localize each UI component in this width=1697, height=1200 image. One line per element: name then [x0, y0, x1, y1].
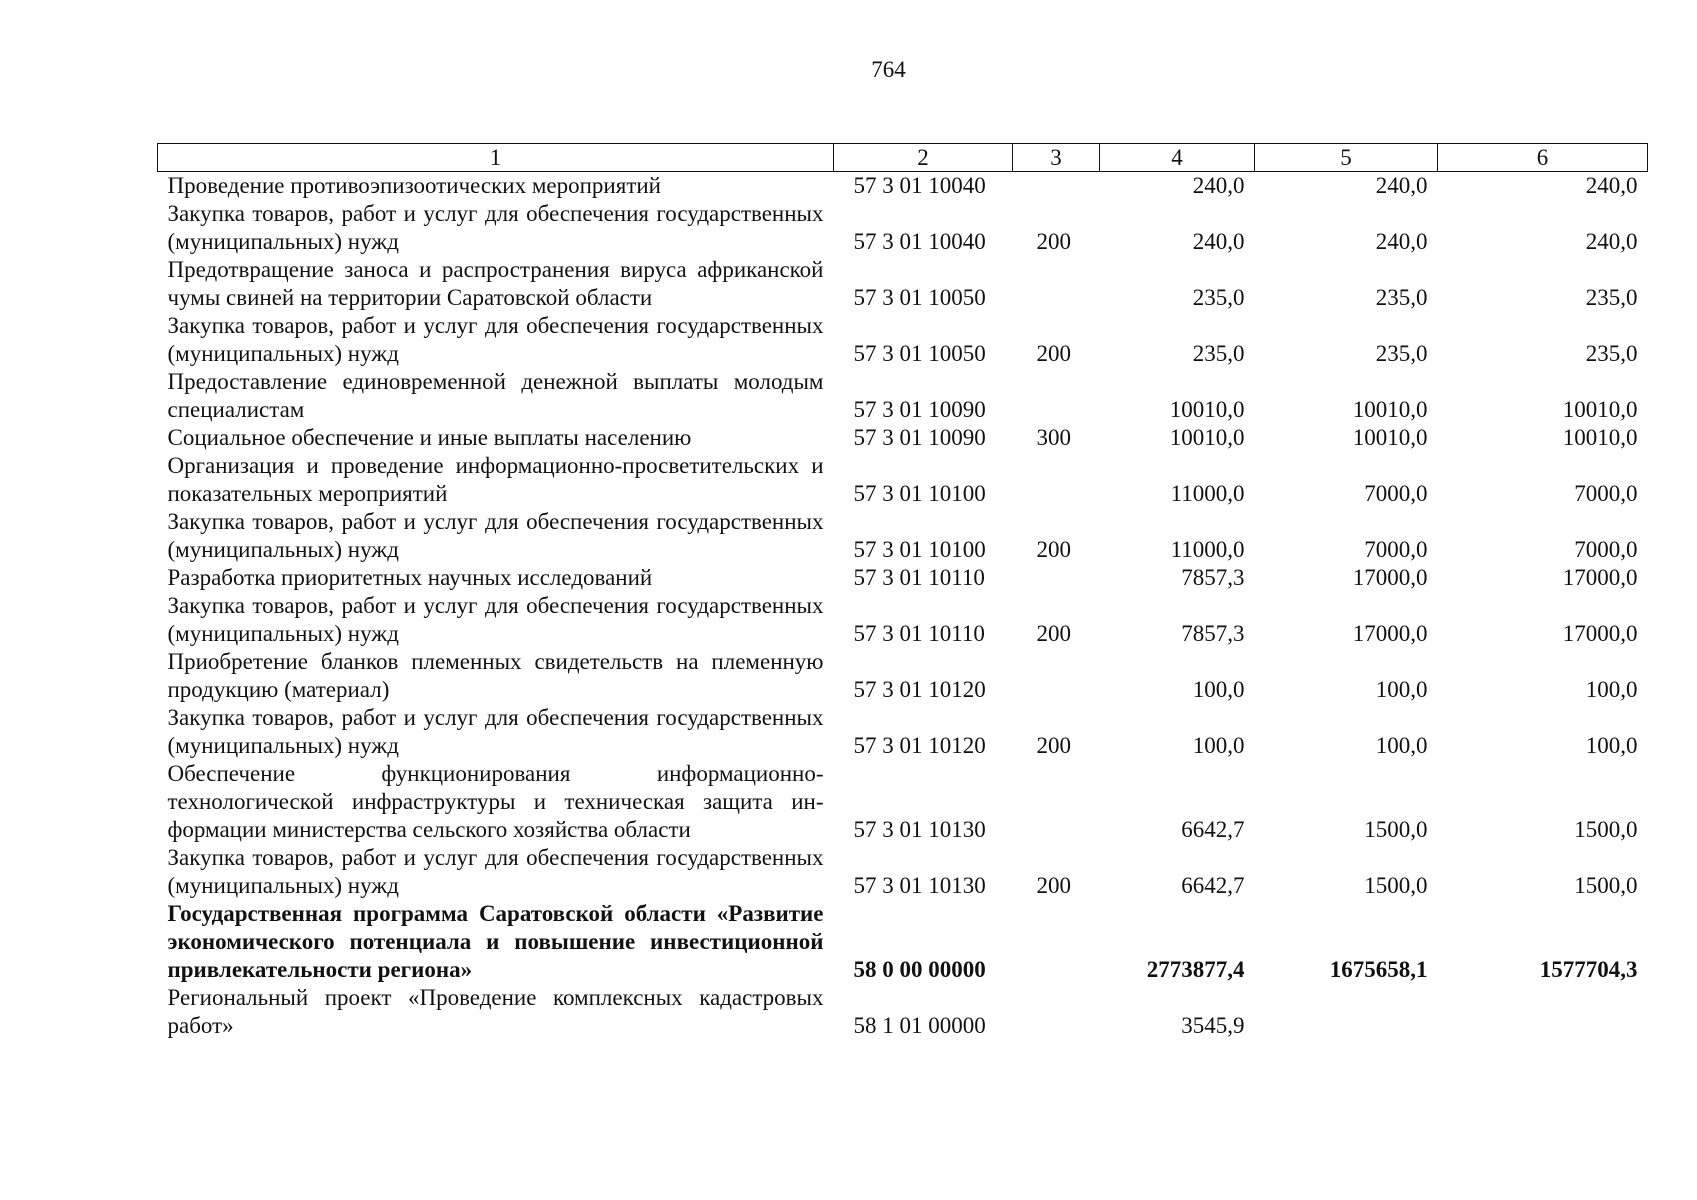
row-value-col5-cell: 240,0: [1375, 173, 1428, 198]
row-expense-type-cell: 200: [1036, 537, 1071, 562]
row-name-cell: Закупка товаров, работ и услуг для обеспечения государственных (муниципальных) нужд: [167, 201, 824, 254]
row-expense-type-cell: [1013, 256, 1100, 312]
row-value-col6-cell: 235,0: [1585, 285, 1638, 310]
row-name-cell: Закупка товаров, работ и услуг для обеспечения государственных (муниципальных) нужд: [167, 845, 824, 898]
row-value-col4-cell: 235,0: [1192, 285, 1245, 310]
row-expense-type-cell: [1013, 900, 1100, 984]
row-value-col6-cell: [1438, 984, 1648, 1040]
table-row: [158, 200, 1648, 256]
row-value-col6-cell: 7000,0: [1574, 481, 1638, 506]
table-body: [158, 172, 1648, 1041]
row-value-col6-cell: 100,0: [1585, 677, 1638, 702]
row-value-col6-cell: 10010,0: [1562, 397, 1638, 422]
row-name-cell: Региональный проект «Проведение комплексных кадастровых работ»: [167, 985, 824, 1038]
row-code-cell: 57 3 01 10040: [853, 229, 986, 254]
row-value-col5-cell: 17000,0: [1352, 621, 1428, 646]
row-code-cell: 57 3 01 10130: [853, 873, 986, 898]
row-value-col4-cell: 100,0: [1192, 733, 1245, 758]
table-row: [158, 312, 1648, 368]
row-expense-type-cell: [1013, 648, 1100, 704]
column-header-1: 1: [158, 144, 834, 172]
row-value-col5-cell: 235,0: [1375, 285, 1428, 310]
row-name-cell: Проведение противоэпизоотических мероприятий: [167, 173, 661, 198]
row-value-col6-cell: 240,0: [1585, 173, 1638, 198]
table-row: [158, 704, 1648, 760]
table-row: [158, 172, 1648, 201]
row-value-col6-cell: 1500,0: [1574, 817, 1638, 842]
row-code-cell: 57 3 01 10100: [853, 481, 986, 506]
row-code-cell: 57 3 01 10120: [853, 733, 986, 758]
row-value-col5-cell: 240,0: [1375, 229, 1428, 254]
column-header-6: 6: [1438, 144, 1648, 172]
row-value-col5-cell: 100,0: [1375, 733, 1428, 758]
row-value-col6-cell: 17000,0: [1562, 565, 1638, 590]
row-code-cell: 57 3 01 10040: [853, 173, 986, 198]
table-row: [158, 424, 1648, 452]
row-expense-type-cell: [1013, 452, 1100, 508]
row-name-cell: Приобретение бланков племенных свидетельств на племенную продукцию (материал): [167, 649, 824, 702]
row-value-col4-cell: 10010,0: [1169, 425, 1245, 450]
row-code-cell: 58 0 00 00000: [853, 957, 986, 982]
column-header-5: 5: [1255, 144, 1438, 172]
row-expense-type-cell: 200: [1036, 733, 1071, 758]
row-value-col4-cell: 7857,3: [1181, 621, 1245, 646]
table-row: [158, 760, 1648, 844]
row-value-col4-cell: 6642,7: [1181, 873, 1245, 898]
row-value-col6-cell: 100,0: [1585, 733, 1638, 758]
row-value-col4-cell: 2773877,4: [1146, 957, 1245, 982]
table-header: [158, 144, 1648, 172]
row-value-col4-cell: 11000,0: [1170, 481, 1245, 506]
row-expense-type-cell: 200: [1036, 621, 1071, 646]
row-expense-type-cell: [1013, 984, 1100, 1040]
row-expense-type-cell: [1013, 172, 1100, 201]
row-value-col5-cell: 1500,0: [1364, 873, 1428, 898]
row-value-col5-cell: 7000,0: [1364, 481, 1428, 506]
row-value-col6-cell: 240,0: [1585, 229, 1638, 254]
budget-table-container: [157, 143, 1647, 1040]
row-expense-type-cell: 200: [1036, 341, 1071, 366]
budget-table: [157, 143, 1648, 1040]
column-header-2: 2: [834, 144, 1013, 172]
row-value-col5-cell: 100,0: [1375, 677, 1428, 702]
row-expense-type-cell: [1013, 368, 1100, 424]
row-code-cell: 57 3 01 10110: [853, 565, 985, 590]
row-code-cell: 57 3 01 10120: [853, 677, 986, 702]
row-value-col4-cell: 100,0: [1192, 677, 1245, 702]
row-code-cell: 57 3 01 10090: [853, 425, 986, 450]
row-name-cell: Закупка товаров, работ и услуг для обеспечения государственных (муниципальных) нужд: [167, 593, 824, 646]
row-value-col6-cell: 1500,0: [1574, 873, 1638, 898]
row-value-col6-cell: 235,0: [1585, 341, 1638, 366]
page-number: 764: [871, 57, 906, 82]
row-value-col6-cell: 10010,0: [1562, 425, 1638, 450]
row-value-col5-cell: [1255, 984, 1438, 1040]
row-code-cell: 58 1 01 00000: [853, 1013, 986, 1038]
row-value-col6-cell: 7000,0: [1574, 537, 1638, 562]
table-row: [158, 256, 1648, 312]
table-row: [158, 452, 1648, 508]
row-value-col4-cell: 240,0: [1192, 229, 1245, 254]
row-expense-type-cell: 300: [1036, 425, 1071, 450]
row-name-cell: Государственная программа Саратовской области «Развитие экономического потенциала и повышение инвестиционной привлекательности региона»: [167, 901, 824, 982]
row-value-col5-cell: 1675658,1: [1329, 957, 1428, 982]
header-row: [158, 144, 1648, 172]
row-code-cell: 57 3 01 10050: [853, 341, 986, 366]
row-value-col4-cell: 6642,7: [1181, 817, 1245, 842]
table-row: [158, 900, 1648, 984]
column-header-4: 4: [1100, 144, 1255, 172]
row-name-cell: Закупка товаров, работ и услуг для обеспечения государственных (муниципальных) нужд: [167, 313, 824, 366]
row-expense-type-cell: 200: [1036, 229, 1071, 254]
row-value-col5-cell: 10010,0: [1352, 397, 1428, 422]
row-expense-type-cell: [1013, 760, 1100, 844]
row-value-col5-cell: 17000,0: [1352, 565, 1428, 590]
row-code-cell: 57 3 01 10110: [853, 621, 985, 646]
row-value-col6-cell: 17000,0: [1562, 621, 1638, 646]
row-name-cell: Разработка приоритетных научных исследований: [167, 565, 653, 590]
row-value-col4-cell: 10010,0: [1169, 397, 1245, 422]
row-value-col6-cell: 1577704,3: [1539, 957, 1638, 982]
row-code-cell: 57 3 01 10130: [853, 817, 986, 842]
row-code-cell: 57 3 01 10050: [853, 285, 986, 310]
row-value-col5-cell: 235,0: [1375, 341, 1428, 366]
table-row: [158, 648, 1648, 704]
row-name-cell: Организация и проведение информационно-просветительских и показательных мероприятий: [167, 453, 824, 506]
row-code-cell: 57 3 01 10090: [853, 397, 986, 422]
row-name-cell: Закупка товаров, работ и услуг для обеспечения государственных (муниципальных) нужд: [167, 509, 824, 562]
table-row: [158, 844, 1648, 900]
row-value-col4-cell: 235,0: [1192, 341, 1245, 366]
row-code-cell: 57 3 01 10100: [853, 537, 986, 562]
row-value-col5-cell: 1500,0: [1364, 817, 1428, 842]
row-value-col5-cell: 7000,0: [1364, 537, 1428, 562]
row-expense-type-cell: [1013, 564, 1100, 592]
row-name-cell: Предоставление единовременной денежной выплаты молодым специалистам: [167, 369, 824, 422]
table-row: [158, 508, 1648, 564]
table-row: [158, 592, 1648, 648]
table-row: [158, 368, 1648, 424]
row-name-cell: Предотвращение заноса и распространения вируса африканской чумы свиней на территории Саратовской области: [167, 257, 824, 310]
table-row: [158, 564, 1648, 592]
row-value-col5-cell: 10010,0: [1352, 425, 1428, 450]
row-name-cell: Обеспечение функционирования информационно-технологической инфраструктуры и техническая защита информации министерства сельского хозяйства области: [167, 761, 824, 842]
row-name-cell: Закупка товаров, работ и услуг для обеспечения государственных (муниципальных) нужд: [167, 705, 824, 758]
row-value-col4-cell: 3545,9: [1181, 1013, 1245, 1038]
row-value-col4-cell: 7857,3: [1181, 565, 1245, 590]
column-header-3: 3: [1013, 144, 1100, 172]
table-row: [158, 984, 1648, 1040]
row-name-cell: Социальное обеспечение и иные выплаты населению: [167, 425, 692, 450]
row-value-col4-cell: 240,0: [1192, 173, 1245, 198]
row-expense-type-cell: 200: [1036, 873, 1071, 898]
row-value-col4-cell: 11000,0: [1170, 537, 1245, 562]
